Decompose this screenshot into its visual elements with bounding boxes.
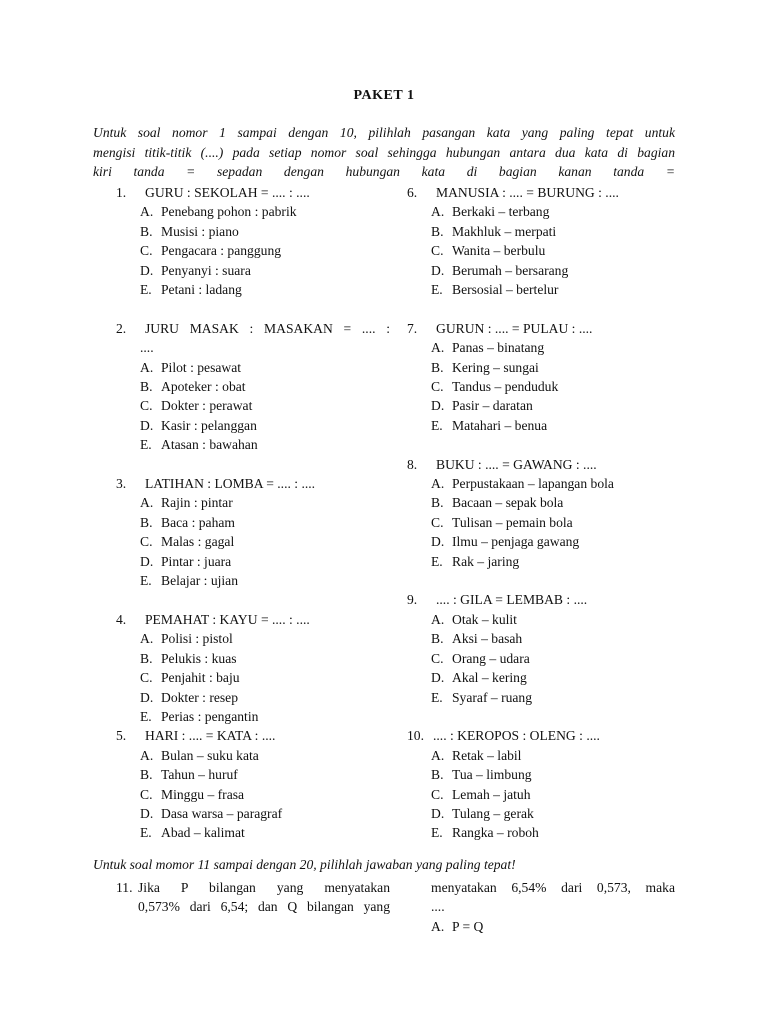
option-letter: B. bbox=[140, 650, 153, 666]
option-text: Tua – limbung bbox=[452, 767, 532, 783]
option-text: Perias : pengantin bbox=[161, 708, 259, 724]
option-letter: D. bbox=[431, 398, 445, 414]
answer-option[interactable] bbox=[116, 629, 390, 648]
question-stem bbox=[116, 319, 390, 338]
option-text: Perpustakaan – lapangan bola bbox=[452, 476, 614, 492]
option-text: Rangka – roboh bbox=[452, 825, 539, 841]
answer-option[interactable] bbox=[407, 280, 677, 299]
question-stem bbox=[407, 183, 677, 202]
option-text: Tandus – penduduk bbox=[452, 379, 559, 395]
answer-option[interactable] bbox=[407, 513, 677, 532]
question-stem bbox=[407, 319, 677, 338]
question-text: JURU MASAK : MASAKAN = .... : bbox=[145, 320, 390, 336]
answer-option[interactable] bbox=[116, 280, 390, 299]
question-7 bbox=[407, 319, 677, 435]
option-letter: A. bbox=[140, 747, 154, 763]
answer-option[interactable] bbox=[116, 688, 390, 707]
answer-option[interactable] bbox=[407, 261, 677, 280]
question-8 bbox=[407, 455, 677, 571]
question-stem bbox=[407, 455, 677, 474]
option-letter: E. bbox=[431, 282, 443, 298]
question-number: 8. bbox=[407, 456, 418, 472]
option-text: Pilot : pesawat bbox=[161, 359, 242, 375]
instructions-line: Untuk soal nomor 1 sampai dengan 10, pilihlah pasangan kata yang paling tepat untuk bbox=[93, 125, 675, 140]
option-text: Apoteker : obat bbox=[161, 379, 246, 395]
option-letter: C. bbox=[140, 243, 153, 259]
option-text: Ilmu – penjaga gawang bbox=[452, 534, 580, 550]
question-3 bbox=[116, 474, 390, 590]
option-text: Bacaan – sepak bola bbox=[452, 495, 564, 511]
option-text: Bersosial – bertelur bbox=[452, 282, 559, 298]
answer-option[interactable] bbox=[407, 416, 677, 435]
option-text: Baca : paham bbox=[161, 514, 235, 530]
answer-option[interactable] bbox=[116, 746, 390, 765]
option-letter: A. bbox=[431, 340, 445, 356]
option-text: Syaraf – ruang bbox=[452, 689, 533, 705]
right-column bbox=[407, 183, 677, 843]
answer-option[interactable] bbox=[407, 474, 677, 493]
option-text: Penjahit : baju bbox=[161, 670, 240, 686]
question-10 bbox=[407, 726, 677, 842]
option-text: Rak – jaring bbox=[452, 553, 520, 569]
option-letter: A. bbox=[431, 204, 445, 220]
question-number: 3. bbox=[116, 476, 127, 492]
option-text: Abad – kalimat bbox=[161, 825, 245, 841]
answer-option[interactable] bbox=[116, 552, 390, 571]
option-text: Otak – kulit bbox=[452, 611, 517, 627]
question-text: 0,573% dari 6,54; dan Q bilangan yang bbox=[138, 899, 390, 915]
option-letter: B. bbox=[140, 223, 153, 239]
question-number: 11. bbox=[116, 880, 133, 895]
instructions-line: mengisi titik-titik (....) pada setiap nomor soal sehingga hubungan antara dua kata di bagian bbox=[93, 144, 675, 160]
option-letter: C. bbox=[431, 650, 444, 666]
option-letter: A. bbox=[431, 918, 445, 934]
option-letter: C. bbox=[431, 786, 444, 802]
option-text: Panas – binatang bbox=[452, 340, 545, 356]
answer-option[interactable] bbox=[407, 532, 677, 551]
answer-option[interactable] bbox=[116, 804, 390, 823]
answer-option[interactable] bbox=[116, 416, 390, 435]
option-letter: B. bbox=[431, 359, 444, 375]
answer-option[interactable] bbox=[407, 765, 677, 784]
option-text: Dokter : perawat bbox=[161, 398, 253, 414]
option-letter: A. bbox=[431, 476, 445, 492]
answer-option[interactable] bbox=[116, 668, 390, 687]
option-text: Atasan : bawahan bbox=[161, 437, 258, 453]
option-letter: C. bbox=[140, 534, 153, 550]
answer-option[interactable] bbox=[407, 629, 677, 648]
option-letter: B. bbox=[431, 631, 444, 647]
question-stem bbox=[116, 610, 390, 629]
question-text: .... : KEROPOS : OLENG : .... bbox=[433, 728, 600, 744]
question-9 bbox=[407, 590, 677, 706]
option-letter: A. bbox=[140, 495, 154, 511]
question-number: 5. bbox=[116, 728, 127, 744]
option-text: Berumah – bersarang bbox=[452, 262, 569, 278]
answer-option[interactable] bbox=[116, 358, 390, 377]
option-letter: D. bbox=[140, 262, 154, 278]
option-letter: E. bbox=[140, 825, 152, 841]
answer-option[interactable] bbox=[116, 765, 390, 784]
answer-option[interactable] bbox=[116, 202, 390, 221]
option-letter: A. bbox=[431, 611, 445, 627]
option-letter: C. bbox=[140, 786, 153, 802]
answer-option[interactable] bbox=[116, 707, 390, 726]
option-letter: D. bbox=[140, 417, 154, 433]
option-letter: D. bbox=[140, 689, 154, 705]
question-number: 9. bbox=[407, 592, 418, 608]
option-text: Malas : gagal bbox=[161, 534, 235, 550]
option-text: Dasa warsa – paragraf bbox=[161, 805, 283, 821]
question-text: GURU : SEKOLAH = .... : .... bbox=[145, 185, 310, 200]
option-letter: E. bbox=[140, 282, 152, 298]
option-text: Pengacara : panggung bbox=[161, 243, 282, 259]
instructions-part-2: Untuk soal momor 11 sampai dengan 20, pilihlah jawaban yang paling tepat! bbox=[93, 857, 516, 872]
option-text: Wanita – berbulu bbox=[452, 243, 546, 259]
answer-option[interactable] bbox=[116, 222, 390, 241]
question-text-continued: .... bbox=[140, 340, 154, 356]
question-number: 4. bbox=[116, 611, 127, 627]
option-letter: B. bbox=[140, 767, 153, 783]
question-text: Jika P bilangan yang menyatakan bbox=[138, 880, 390, 895]
option-letter: A. bbox=[140, 359, 154, 375]
option-text: Tahun – huruf bbox=[161, 767, 238, 783]
option-letter: B. bbox=[140, 514, 153, 530]
option-letter: E. bbox=[140, 573, 152, 589]
option-text: Penyanyi : suara bbox=[161, 262, 251, 278]
option-letter: A. bbox=[140, 204, 154, 220]
question-11-continued bbox=[431, 878, 675, 936]
option-letter: B. bbox=[431, 767, 444, 783]
option-letter: E. bbox=[140, 437, 152, 453]
question-text: HARI : .... = KATA : .... bbox=[145, 728, 276, 744]
answer-option[interactable] bbox=[407, 358, 677, 377]
option-letter: D. bbox=[431, 534, 445, 550]
question-stem bbox=[407, 726, 677, 745]
question-number: 1. bbox=[116, 185, 127, 200]
answer-option[interactable] bbox=[407, 202, 677, 221]
option-text: Aksi – basah bbox=[452, 631, 523, 647]
question-1 bbox=[116, 183, 390, 299]
question-text: MANUSIA : .... = BURUNG : .... bbox=[436, 185, 619, 200]
answer-option[interactable] bbox=[407, 241, 677, 260]
option-text: Retak – labil bbox=[452, 747, 522, 763]
question-text: LATIHAN : LOMBA = .... : .... bbox=[145, 476, 316, 492]
option-letter: E. bbox=[431, 825, 443, 841]
option-text: Pasir – daratan bbox=[452, 398, 533, 414]
option-text: Kering – sungai bbox=[452, 359, 539, 375]
answer-option[interactable] bbox=[407, 552, 677, 571]
option-letter: C. bbox=[140, 670, 153, 686]
question-text: GURUN : .... = PULAU : .... bbox=[436, 320, 593, 336]
option-letter: A. bbox=[140, 631, 154, 647]
answer-option[interactable] bbox=[116, 785, 390, 804]
answer-option[interactable] bbox=[116, 377, 390, 396]
question-number: 10. bbox=[407, 728, 424, 744]
question-4 bbox=[116, 610, 390, 726]
question-5 bbox=[116, 726, 390, 842]
option-text: Bulan – suku kata bbox=[161, 747, 259, 763]
option-text: Tulang – gerak bbox=[452, 805, 534, 821]
question-6 bbox=[407, 183, 677, 299]
question-number: 7. bbox=[407, 320, 418, 336]
option-text: Belajar : ujian bbox=[161, 573, 239, 589]
option-text: Minggu – frasa bbox=[161, 786, 245, 802]
answer-option[interactable] bbox=[407, 493, 677, 512]
option-text: Matahari – benua bbox=[452, 417, 548, 433]
question-number: 2. bbox=[116, 320, 127, 336]
question-11 bbox=[116, 878, 390, 917]
question-stem bbox=[116, 183, 390, 202]
answer-option[interactable] bbox=[407, 649, 677, 668]
answer-option[interactable] bbox=[407, 804, 677, 823]
option-letter: C. bbox=[431, 243, 444, 259]
question-stem bbox=[116, 474, 390, 493]
answer-option[interactable] bbox=[407, 610, 677, 629]
question-text: .... bbox=[431, 899, 445, 915]
answer-option[interactable] bbox=[116, 571, 390, 590]
question-stem bbox=[116, 726, 390, 745]
question-text: menyatakan 6,54% dari 0,573, maka bbox=[431, 880, 675, 895]
answer-option[interactable] bbox=[407, 785, 677, 804]
left-column bbox=[116, 183, 390, 843]
answer-option[interactable] bbox=[116, 513, 390, 532]
option-letter: E. bbox=[431, 553, 443, 569]
answer-option[interactable] bbox=[407, 688, 677, 707]
page-title: PAKET 1 bbox=[353, 88, 415, 103]
option-letter: D. bbox=[431, 670, 445, 686]
question-text: PEMAHAT : KAYU = .... : .... bbox=[145, 611, 310, 627]
answer-option[interactable] bbox=[407, 746, 677, 765]
instructions-part-1 bbox=[93, 123, 675, 182]
option-text: Lemah – jatuh bbox=[452, 786, 531, 802]
option-letter: B. bbox=[431, 223, 444, 239]
option-letter: E. bbox=[431, 689, 443, 705]
answer-option[interactable] bbox=[407, 222, 677, 241]
question-2 bbox=[116, 319, 390, 455]
answer-option[interactable] bbox=[116, 532, 390, 551]
option-text: Pelukis : kuas bbox=[161, 650, 237, 666]
option-text: Penebang pohon : pabrik bbox=[161, 204, 297, 220]
option-text: Orang – udara bbox=[452, 650, 530, 666]
answer-option[interactable] bbox=[407, 338, 677, 357]
question-text: .... : GILA = LEMBAB : .... bbox=[436, 592, 588, 608]
answer-option[interactable] bbox=[116, 435, 390, 454]
option-text: Petani : ladang bbox=[161, 282, 242, 298]
answer-option[interactable] bbox=[407, 668, 677, 687]
option-letter: D. bbox=[431, 262, 445, 278]
option-text: Pintar : juara bbox=[161, 553, 232, 569]
option-letter: D. bbox=[431, 805, 445, 821]
answer-option[interactable] bbox=[116, 493, 390, 512]
answer-option[interactable] bbox=[431, 917, 675, 936]
option-text: P = Q bbox=[452, 918, 484, 934]
option-text: Rajin : pintar bbox=[161, 495, 233, 511]
option-letter: C. bbox=[431, 514, 444, 530]
option-letter: E. bbox=[140, 708, 152, 724]
answer-option[interactable] bbox=[116, 261, 390, 280]
option-text: Akal – kering bbox=[452, 670, 527, 686]
option-letter: C. bbox=[431, 379, 444, 395]
answer-option[interactable] bbox=[116, 823, 390, 842]
answer-option[interactable] bbox=[116, 241, 390, 260]
answer-option[interactable] bbox=[407, 377, 677, 396]
option-text: Musisi : piano bbox=[161, 223, 239, 239]
question-text: BUKU : .... = GAWANG : .... bbox=[436, 456, 597, 472]
option-text: Makhluk – merpati bbox=[452, 223, 557, 239]
question-number: 6. bbox=[407, 185, 418, 200]
option-letter: D. bbox=[140, 805, 154, 821]
option-letter: D. bbox=[140, 553, 154, 569]
option-text: Berkaki – terbang bbox=[452, 204, 550, 220]
option-letter: C. bbox=[140, 398, 153, 414]
answer-option[interactable] bbox=[407, 823, 677, 842]
answer-option[interactable] bbox=[116, 396, 390, 415]
option-letter: B. bbox=[140, 379, 153, 395]
option-text: Kasir : pelanggan bbox=[161, 417, 257, 433]
option-letter: A. bbox=[431, 747, 445, 763]
option-letter: E. bbox=[431, 417, 443, 433]
option-text: Tulisan – pemain bola bbox=[452, 514, 573, 530]
answer-option[interactable] bbox=[407, 396, 677, 415]
option-letter: B. bbox=[431, 495, 444, 511]
option-text: Polisi : pistol bbox=[161, 631, 233, 647]
option-text: Dokter : resep bbox=[161, 689, 239, 705]
instructions-line: kiri tanda = sepadan dengan hubungan kata di bagian kanan tanda = bbox=[93, 164, 675, 179]
question-stem bbox=[407, 590, 677, 609]
answer-option[interactable] bbox=[116, 649, 390, 668]
